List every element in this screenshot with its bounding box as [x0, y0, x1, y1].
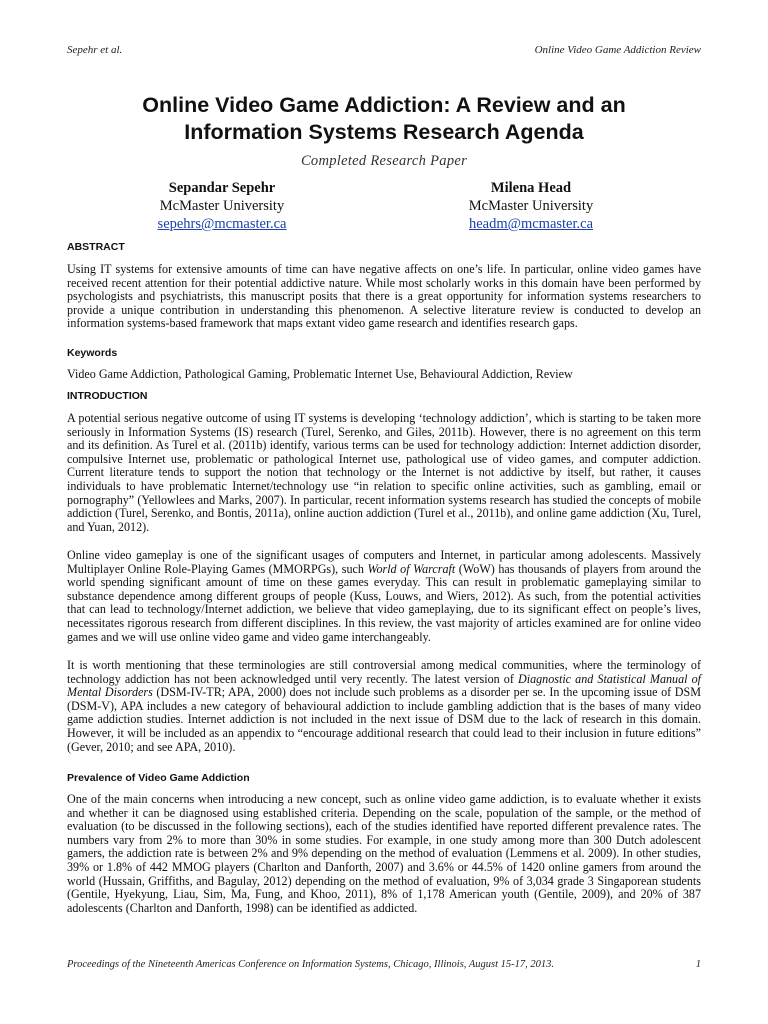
- author-affiliation: McMaster University: [468, 198, 594, 214]
- paper-type: Completed Research Paper: [300, 153, 468, 169]
- text-run: Online video gameplay is one of the significant usages of computers and Internet, in particular among adolescents. Massively Multiplayer Online Role-Playing Games (MMORPGs), such: [67, 548, 701, 576]
- author-name: Milena Head: [490, 180, 572, 196]
- author-affiliation: McMaster University: [159, 198, 285, 214]
- prevalence-paragraph-1: One of the main concerns when introducing a new concept, such as online video game addiction, is to evaluate whether it exists and whether it can be diagnosed using established criteria. Depending on the scale, population of the sample, or the method of evaluation (to be discussed in the following sections), each of the studies identified have reported different prevalence rates. The numbers vary from 2% to more than 30% in some studies. For example, in one study among more than 300 Dutch adolescent gamers, the addiction rate is between 2% and 9% depending on the method of evaluation (Lemmens et al. 2009). In other studies, 39% or 1.8% of 442 MMOG players (Charlton and Danforth, 2007) and 3.6% or 44.5% of 1420 online gamers from around the world (Hussain, Griffiths, and Bagulay, 2012) depending on the method of evaluation, 9% of 3,034 grade 3 Singaporean students (Gentile, Hyekyung, Liau, Sim, Ma, Fung, and Khoo, 2011), 8% of 1,178 American youth (Gentile, 2009), and 20% of 387 adolescents (Charlton and Danforth, 1998) can be identified as addicted.: [67, 792, 701, 915]
- author-email-link[interactable]: headm@mcmaster.ca: [468, 216, 594, 232]
- dsm-title-italic: Diagnostic and Statistical Manual of Mental Disorders: [67, 671, 702, 700]
- introduction-paragraph-2: [67, 549, 701, 644]
- keywords-heading: Keywords: [67, 347, 118, 359]
- text-run: (DSM-IV-TR; APA, 2000) does not include such problems as a disorder per se. In the upcoming issue of DSM (DSM-V), APA includes a new category of behavioural addiction to include gambling addiction that is the bases of many video game addiction studies. Internet addiction is not included in the next issue of DSM due to the lack of research in this domain. However, it will be included as an appendix to “encourage additional research that could lead to their inclusion in future editions” (Gever, 2010; and see APA, 2010).: [67, 685, 701, 754]
- introduction-paragraph-3: [67, 659, 701, 754]
- game-title-italic: World of Warcraft: [367, 561, 456, 576]
- paper-title-line-1: Online Video Game Addiction: A Review and an: [142, 93, 626, 117]
- page-footer: [67, 959, 701, 970]
- running-header-authors: Sepehr et al.: [67, 44, 123, 56]
- prevalence-heading: Prevalence of Video Game Addiction: [67, 772, 250, 784]
- paper-title-line-2: Information Systems Research Agenda: [184, 120, 584, 144]
- author-block-1: [97, 179, 347, 233]
- abstract-heading: ABSTRACT: [67, 241, 125, 253]
- page-number: 1: [695, 959, 701, 970]
- introduction-paragraph-1: A potential serious negative outcome of using IT systems is developing ‘technology addiction’, which is starting to be taken more seriously in Information Systems (IS) research (Turel, Serenko, and Giles, 2011b). However, there is no agreement on this term and its definition. As Turel et al. (2011b) identify, various terms can be used for technology addiction: Internet addiction disorder, compulsive Internet use, problematic or pathological Internet use, pathological use of video games, and computer addiction. Current literature tends to support the notion that technology or the Internet is not addictive by itself, but rather, it causes individuals to have problematic Internet/technology use “in relation to specific online activities, such as gambling, email or pornography” (Yellowlees and Marks, 2007). In particular, recent information systems research has studied the concepts of mobile addiction (Turel, Serenko, and Bontis, 2011a), online auction addiction (Turel et al., 2011b), and online game addiction (Xu, Turel, and Yuan, 2012).: [67, 411, 701, 534]
- abstract-text: Using IT systems for extensive amounts of time can have negative affects on one’s life. In particular, online video games have received recent attention for their potential addictive nature. While most scholarly works in this domain have been performed by psychologists and psychiatrists, this manuscript posits that there is a great opportunity for information systems researchers to provide a unique contribution in understanding this phenomenon. A selective literature review is conducted to develop an information systems-based framework that maps extant video game research and identifies research gaps.: [67, 262, 701, 331]
- proceedings-citation: Proceedings of the Nineteenth Americas Conference on Information Systems, Chicago, Illinois, August 15-17, 2013.: [67, 959, 555, 970]
- author-name: Sepandar Sepehr: [168, 180, 276, 196]
- running-header-title: Online Video Game Addiction Review: [534, 44, 701, 56]
- text-run: It is worth mentioning that these terminologies are still controversial among medical communities, where the terminology of technology addiction has not been acknowledged until very recently. The latest version of: [67, 658, 701, 686]
- introduction-heading: INTRODUCTION: [67, 390, 148, 402]
- author-block-2: [406, 179, 656, 233]
- author-email-link[interactable]: sepehrs@mcmaster.ca: [157, 216, 287, 232]
- paper-title: [67, 92, 701, 146]
- keywords-text: Video Game Addiction, Pathological Gaming, Problematic Internet Use, Behavioural Addiction, Review: [67, 367, 573, 381]
- text-run: (WoW) has thousands of players from around the world spending significant amount of time on these games everyday. This can result in problematic gameplaying similar to substance dependence among different groups of people (Kuss, Louws, and Wiers, 2012). As such, from the potential activities that can lead to technology/Internet addiction, we believe that video gameplaying, due to its significant effect on people’s lives, necessitates rigorous research from different disciplines. In this review, the vast majority of articles examined are for online video games and we will use online video game and video game interchangeably.: [67, 561, 702, 644]
